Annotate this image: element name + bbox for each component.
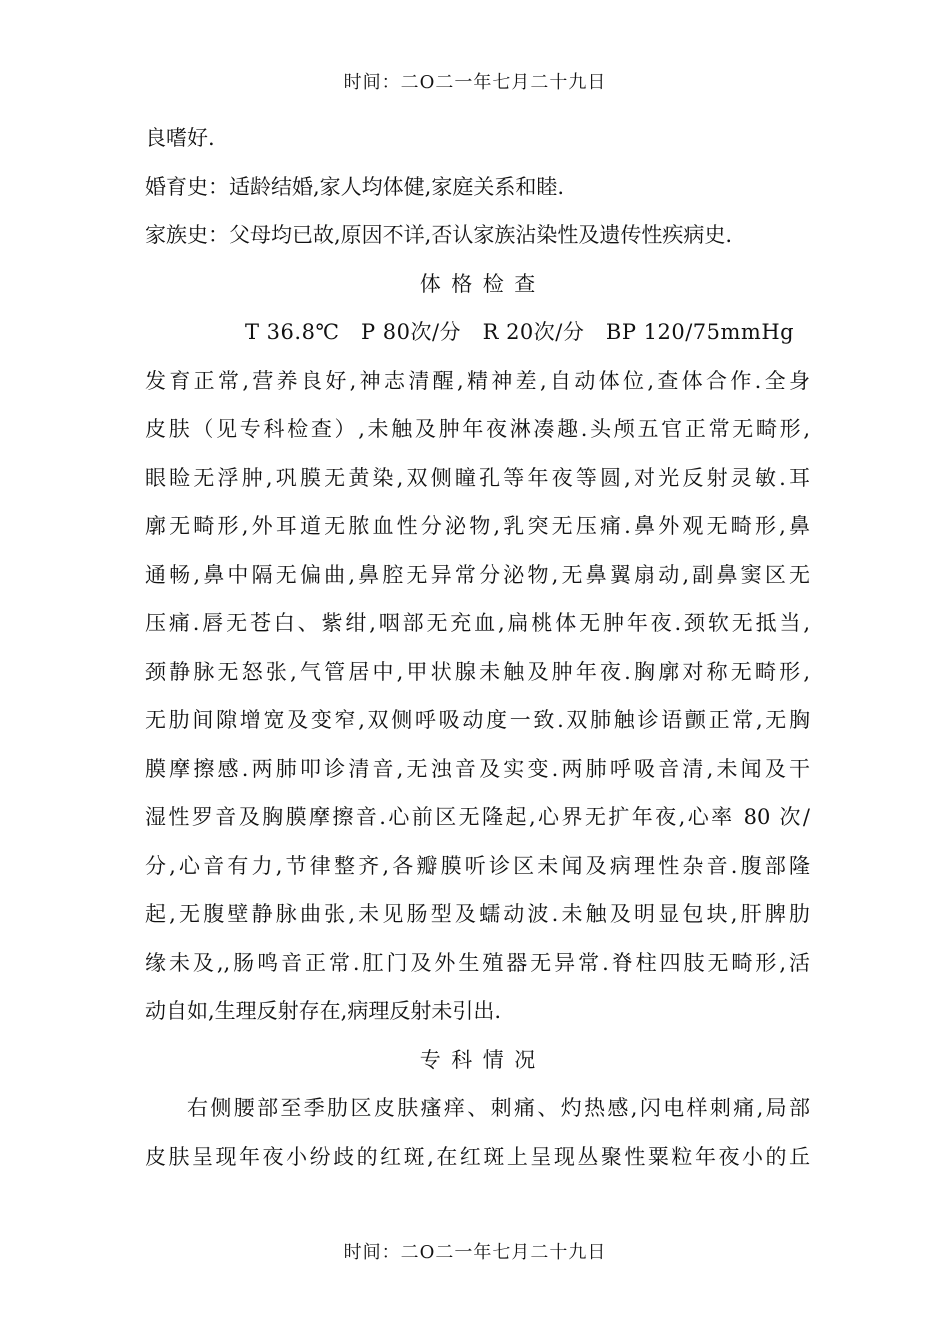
page-footer: 时间：二O二一年七月二十九日 (343, 1242, 607, 1263)
exam-line: 皮肤（见专科检查）,未触及肿年夜淋凑趣.头颅五官正常无畸形, (145, 417, 810, 441)
exam-line: 湿性罗音及胸膜摩擦音.心前区无隆起,心界无扩年夜,心率 80 次/ (145, 805, 810, 829)
exam-line: 廓无畸形,外耳道无脓血性分泌物,乳突无压痛.鼻外观无畸形,鼻 (145, 514, 810, 538)
family-history-line: 家族史：父母均已故,原因不详,否认家族沾染性及遗传性疾病史. (145, 223, 733, 247)
exam-line: 通畅,鼻中隔无偏曲,鼻腔无异常分泌物,无鼻翼扇动,副鼻窦区无 (145, 562, 810, 587)
exam-line: 起,无腹壁静脉曲张,未见肠型及蠕动波.未触及明显包块,肝脾肋 (145, 902, 810, 926)
specialty-line: 皮肤呈现年夜小纷歧的红斑,在红斑上呈现丛聚性粟粒年夜小的丘 (145, 1144, 810, 1169)
exam-line: 眼睑无浮肿,巩膜无黄染,双侧瞳孔等年夜等圆,对光反射灵敏.耳 (145, 465, 810, 490)
exam-line: 无肋间隙增宽及变窄,双侧呼吸动度一致.双肺触诊语颤正常,无胸 (145, 708, 810, 732)
exam-line: 缘未及,,肠鸣音正常.肛门及外生殖器无异常.脊柱四肢无畸形,活 (145, 950, 810, 975)
section-title-specialty: 专科情况 (419, 1047, 546, 1072)
exam-line: 动自如,生理反射存在,病理反射未引出. (145, 999, 502, 1023)
intro-line: 良嗜好. (145, 126, 215, 150)
vital-signs-line: T 36.8℃ P 80次/分 R 20次/分 BP 120/75mmHg (245, 320, 795, 344)
exam-line: 压痛.唇无苍白、紫绀,咽部无充血,扁桃体无肿年夜.颈软无抵当, (145, 611, 810, 635)
page-header: 时间：二O二一年七月二十九日 (343, 72, 607, 93)
exam-line: 发育正常,营养良好,神志清醒,精神差,自动体位,查体合作.全身 (145, 368, 810, 393)
marital-history-line: 婚育史：适龄结婚,家人均体健,家庭关系和睦. (145, 174, 565, 199)
specialty-line: 右侧腰部至季肋区皮肤瘙痒、刺痛、灼热感,闪电样刺痛,局部 (187, 1096, 810, 1120)
document-body (145, 114, 810, 1181)
exam-line: 分,心音有力,节律整齐,各瓣膜听诊区未闻及病理性杂音.腹部隆 (145, 853, 810, 878)
exam-line: 颈静脉无怒张,气管居中,甲状腺未触及肿年夜.胸廓对称无畸形, (145, 659, 810, 684)
exam-line: 膜摩擦感.两肺叩诊清音,无浊音及实变.两肺呼吸音清,未闻及干 (145, 756, 810, 781)
section-title-physical-exam: 体格检查 (419, 271, 546, 296)
